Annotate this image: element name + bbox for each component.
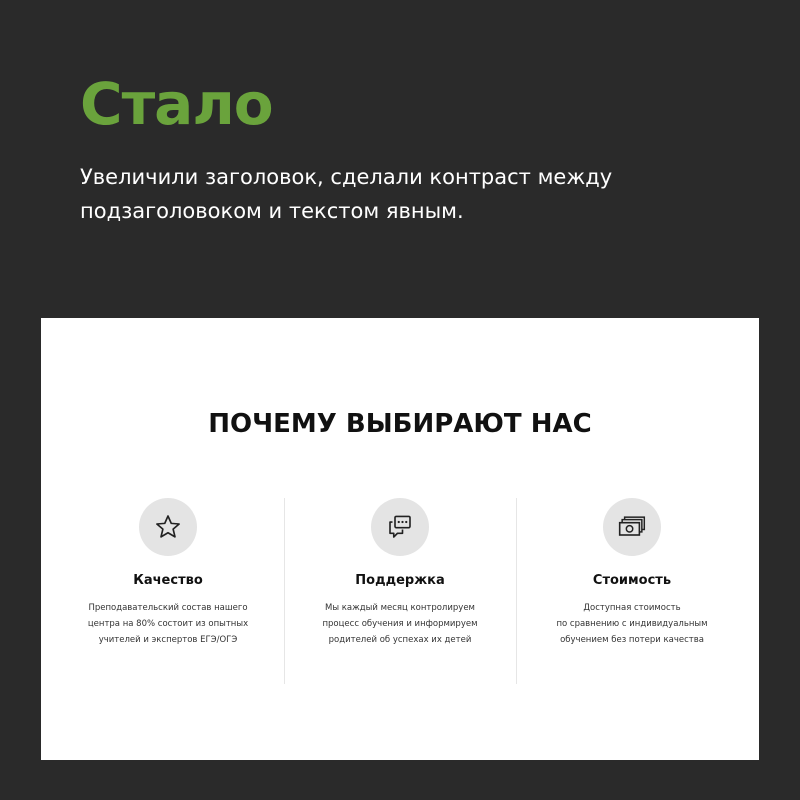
star-icon xyxy=(139,498,197,556)
why-choose-us-card xyxy=(41,318,759,760)
money-icon xyxy=(603,498,661,556)
feature-description: Мы каждый месяц контролируем процесс обучения и информируем родителей об успехах их детей xyxy=(322,603,478,645)
page-subtext: Увеличили заголовок, сделали контраст между подзаголовоком и текстом явным. xyxy=(80,165,613,223)
page-heading: Стало xyxy=(80,70,273,138)
feature-title: Поддержка xyxy=(355,573,445,588)
feature-quality xyxy=(52,498,284,648)
feature-title: Качество xyxy=(133,573,203,588)
feature-title: Стоимость xyxy=(592,573,672,588)
feature-description: Преподавательский состав нашего центра на 80% состоит из опытных учителей и экспертов ЕГЭ/ОГЭ xyxy=(87,603,249,645)
feature-cost xyxy=(516,498,748,648)
card-title: ПОЧЕМУ ВЫБИРАЮТ НАС xyxy=(208,409,592,439)
feature-support xyxy=(284,498,516,648)
feature-description: Доступная стоимость по сравнению с индивидуальным обучением без потери качества xyxy=(556,603,708,645)
chat-icon xyxy=(371,498,429,556)
